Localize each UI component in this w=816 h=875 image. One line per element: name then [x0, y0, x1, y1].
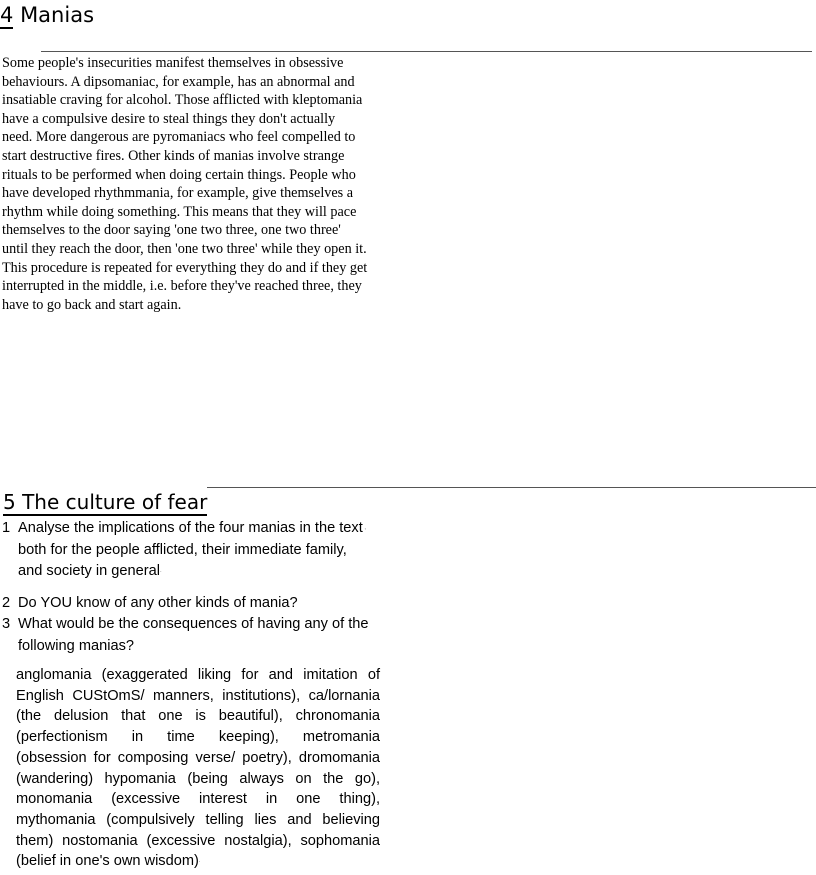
paragraph-line: themselves to the door saying 'one two three, one two three' — [2, 222, 341, 239]
question-line: Do YOU know of any other kinds of mania? — [18, 595, 298, 611]
paragraph-line: start destructive fires. Other kinds of manias involve strange — [2, 147, 345, 164]
paragraph-line: have to go back and start again. — [2, 296, 182, 313]
paragraph-line: have a compulsive desire to steal things they don't actually — [2, 110, 336, 127]
paragraph-line: until they reach the door, then 'one two three' while they open it. — [2, 240, 367, 257]
question-line: and society in general — [18, 563, 160, 579]
mania-list-line: (perfectionism in time keeping), metromania — [16, 729, 380, 746]
mania-list: anglomania (exaggerated liking for and imitation of English CUStOmS/ manners, institutions), ca/lornania (the delusion that one is beautiful), chronomania (perfectionism in time keeping), metromania (obsession for composing verse/ poetry), dromomania (wandering) hypomania (being always on the go), monomania (excessive interest in one thing), mythomania (compulsively telling lies and believing them) nostomania (excessive nostalgia), sophomania (belief in one's own wisdom). — [16, 667, 380, 870]
mania-list-line: them) nostomania (excessive nostalgia), sophomania — [16, 832, 380, 849]
question-number: 3 — [2, 616, 11, 632]
section-5-heading-text — [3, 490, 207, 516]
mania-list-line: monomania (excessive interest in one thing), — [16, 791, 380, 808]
paragraph-line: rhythm while doing something. This means that they will pace — [2, 203, 357, 220]
question-line: both for the people afflicted, their immediate family, — [18, 541, 347, 558]
section-4-number: 4 — [0, 3, 14, 27]
section-5-divider — [207, 487, 816, 488]
paragraph-line: insatiable craving for alcohol. Those afflicted with kleptomania — [2, 92, 363, 109]
section-4-heading — [0, 2, 94, 28]
section-4-title: Manias — [20, 3, 95, 27]
question-number: 1 — [2, 520, 11, 536]
question-line: following manias? — [18, 637, 135, 654]
paragraph-line: Some people's insecurities manifest themselves in obsessive — [2, 55, 344, 71]
mania-list-line: (obsession for composing verse/ poetry), dromomania — [16, 749, 380, 766]
paragraph-line: rituals to be performed when doing certain things. People who — [2, 166, 356, 183]
mania-list-line: (belief in one's own wisdom) — [16, 853, 199, 870]
paragraph-line: interrupted in the middle, i.e. before they've reached three, they — [2, 278, 362, 295]
paragraph-line: behaviours. A dipsomaniac, for example, has an abnormal and — [2, 73, 355, 90]
section-5-title: The culture of fear — [22, 490, 208, 514]
mania-list-line: English CUStOmS/ manners, institutions), ca/lornania — [16, 687, 380, 704]
question-text — [18, 614, 388, 657]
paragraph-line: This procedure is repeated for everything they do and if they get — [2, 259, 368, 276]
mania-list-line: anglomania (exaggerated liking for and imitation of — [16, 667, 380, 683]
mania-list-line: (the delusion that one is beautiful), chronomania — [16, 708, 380, 725]
question-line: What would be the consequences of having any of the — [18, 616, 369, 632]
section-4-divider — [41, 51, 812, 52]
question-number: 2 — [2, 595, 11, 611]
mania-list-line: mythomania (compulsively telling lies and believing — [16, 811, 380, 828]
paragraph-line: need. More dangerous are pyromaniacs who feel compelled to — [2, 129, 356, 146]
section-5-heading — [3, 488, 207, 516]
section-5-number: 5 — [3, 490, 16, 514]
question-text: Analyse the implications of the four manias in the text , both for the people afflicted, their immediate family, and society in general. — [18, 518, 388, 583]
question-text — [18, 593, 388, 615]
manias-paragraph — [2, 54, 382, 314]
question-line: Analyse the implications of the four manias in the text — [18, 520, 363, 536]
mania-list-line: (wandering) hypomania (being always on the go), — [16, 770, 380, 787]
paragraph-line: have developed rhythmmania, for example, give themselves a — [2, 185, 354, 202]
